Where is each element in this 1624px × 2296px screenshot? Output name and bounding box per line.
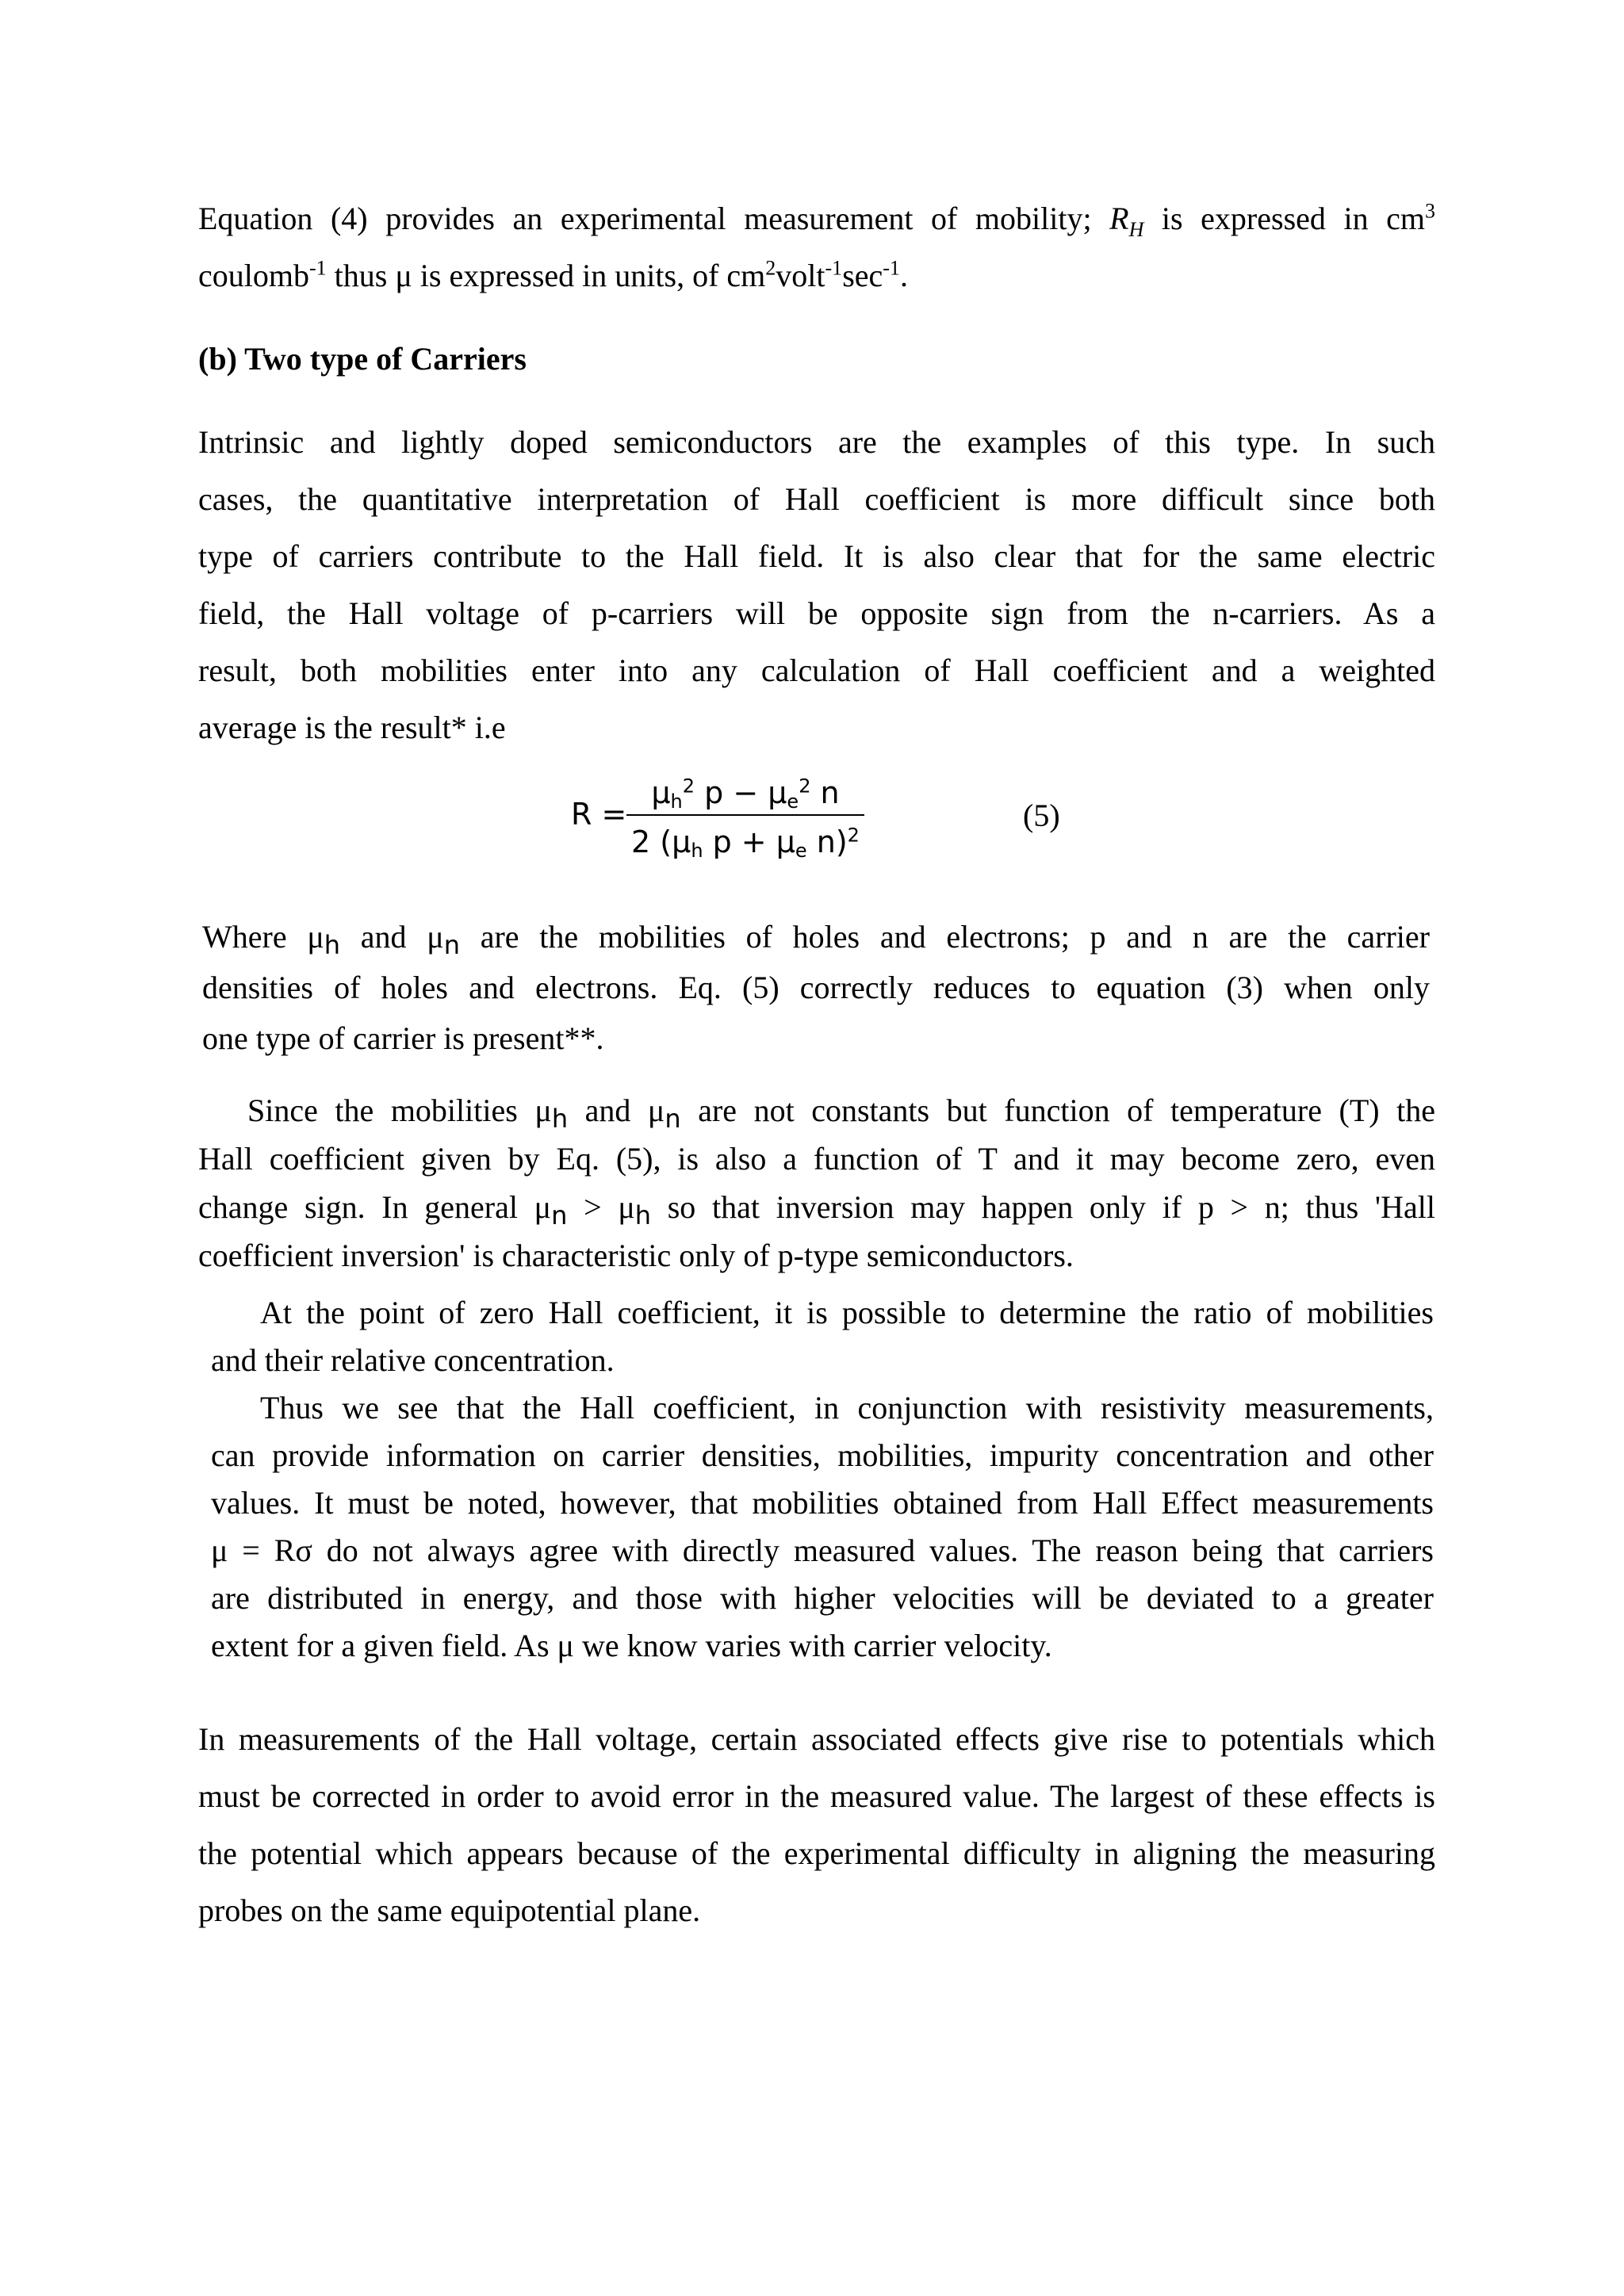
paragraph-line: change sign. In general $\mu_n > \mu_h$ so that inversion may happen only if p > n; thus 'Hall (198, 1189, 1435, 1230)
paragraph-line: average is the result* i.e (198, 710, 506, 745)
paragraph-line: coulomb$^{-1}$ thus μ is expressed in units, of $cm^2volt^{-1}\sec^{-1}$. (198, 256, 908, 293)
paragraph-line: type of carriers contribute to the Hall field. It is also clear that for the same electric (198, 538, 1435, 574)
equation-fraction (626, 765, 864, 865)
paragraph-line: result, both mobilities enter into any calculation of Hall coefficient and a weighted (198, 652, 1435, 688)
paragraph-hall-voltage-errors (198, 1711, 1435, 1939)
paragraph-line: one type of carrier is present**. (202, 1020, 604, 1056)
hall-coefficient-equation (571, 765, 1063, 876)
paragraph-line (198, 190, 1435, 247)
paragraph-zero-hall (211, 1289, 1434, 1384)
paragraph-mobility-units (198, 190, 1435, 304)
paragraph-line: Where $\mu_h$ and $\mu_n$ are the mobilities of holes and electrons; p and n are the carrier (202, 919, 1430, 960)
text-run: is expressed in cm (1143, 201, 1426, 236)
paragraph-line: and their relative concentration. (211, 1342, 615, 1378)
paragraph-two-carriers (198, 414, 1435, 756)
section-heading: (b) Two type of Carriers (198, 341, 527, 377)
paragraph-line: are distributed in energy, and those with higher velocities will be deviated to a greater (211, 1580, 1434, 1616)
paragraph-line: must be corrected in order to avoid error in the measured value. The largest of these effects is (198, 1778, 1435, 1814)
fraction-bar (626, 814, 864, 816)
paragraph-line: probes on the same equipotential plane. (198, 1892, 701, 1928)
paragraph-line: At the point of zero Hall coefficient, it is possible to determine the ratio of mobilities (260, 1295, 1434, 1330)
paragraph-line: extent for a given field. As μ we know varies with carrier velocity. (211, 1628, 1052, 1663)
hall-coefficient-symbol: $R_H$ (1109, 201, 1144, 241)
paragraph-line: coefficient inversion' is characteristic only of p-type semiconductors. (198, 1238, 1074, 1273)
paragraph-line: cases, the quantitative interpretation of Hall coefficient is more difficult since both (198, 481, 1435, 517)
paragraph-line: μ = Rσ do not always agree with directly measured values. The reason being that carriers (211, 1533, 1434, 1568)
paragraph-line: the potential which appears because of the experimental difficulty in aligning the measuring (198, 1835, 1435, 1871)
paragraph-line: In measurements of the Hall voltage, certain associated effects give rise to potentials which (198, 1721, 1435, 1757)
text-run: Equation (4) provides an experimental measurement of mobility; (198, 201, 1110, 236)
paragraph-line: densities of holes and electrons. Eq. (5) correctly reduces to equation (3) when only (202, 970, 1430, 1005)
equation-numerator: $\mu_h^2$ $p - \mu_e^2$ n (651, 775, 840, 813)
equation-denominator: 2 ($\mu_h$ $p + \mu_e$ n)$^2$ (631, 824, 860, 862)
equation-lhs: R = (571, 797, 627, 832)
paragraph-line: Since the mobilities $\mu_h$ and $\mu_n$ are not constants but function of temperature (T) the (247, 1093, 1435, 1134)
paragraph-line: Hall coefficient given by Eq. (5), is also a function of T and it may become zero, even (198, 1141, 1435, 1177)
paragraph-line: values. It must be noted, however, that mobilities obtained from Hall Effect measurements (211, 1485, 1434, 1521)
paragraph-line: Thus we see that the Hall coefficient, in conjunction with resistivity measurements, (260, 1390, 1434, 1425)
paragraph-resistivity (211, 1384, 1434, 1670)
paragraph-mobility-definitions (202, 912, 1430, 1064)
paragraph-line: can provide information on carrier densities, mobilities, impurity concentration and other (211, 1437, 1434, 1473)
superscript: 3 (1425, 199, 1436, 223)
paragraph-temperature-dependence (198, 1086, 1435, 1280)
equation-number: (5) (1023, 798, 1060, 833)
paragraph-line: Intrinsic and lightly doped semiconductors are the examples of this type. In such (198, 424, 1435, 460)
paragraph-line: field, the Hall voltage of p-carriers will be opposite sign from the n-carriers. As a (198, 595, 1435, 631)
